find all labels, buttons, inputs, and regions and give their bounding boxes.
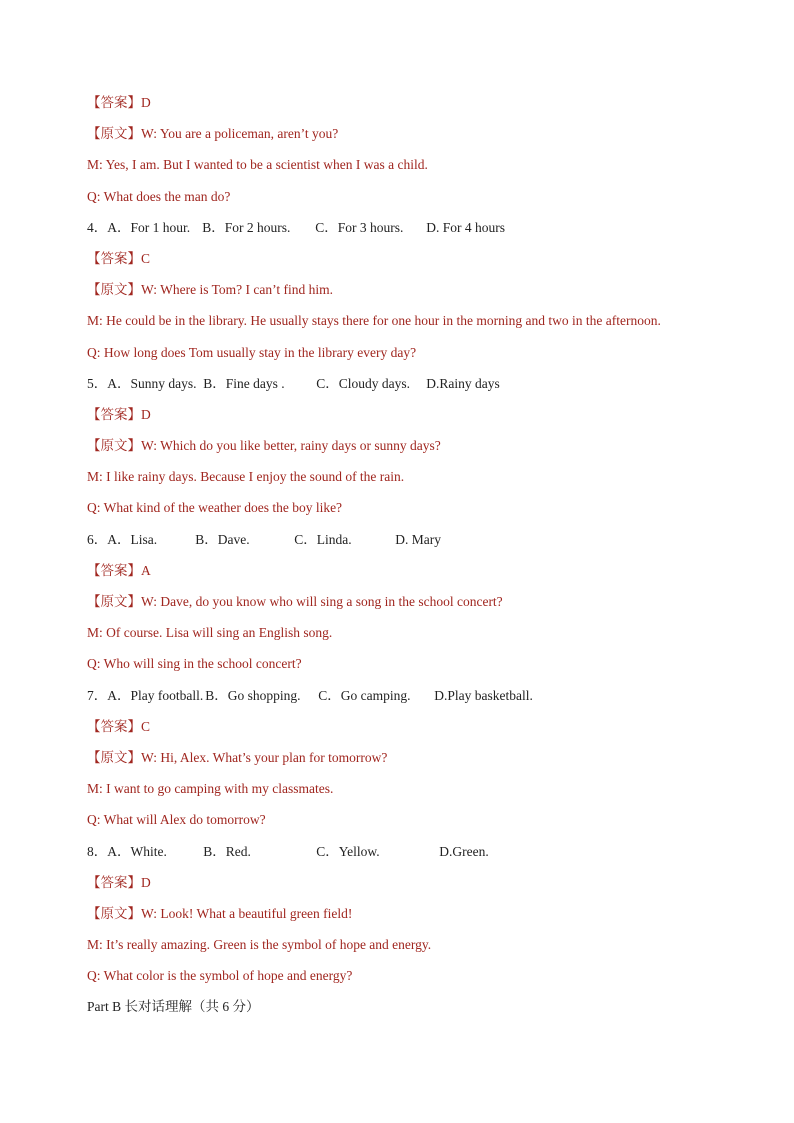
question-number: 4． (87, 219, 108, 235)
question-number: 5． (87, 375, 108, 391)
transcript-w: W: You are a policeman, aren’t you? (141, 126, 339, 142)
transcript-m-q8: M: It’s really amazing. Green is the symbol of hope and energy. (87, 937, 432, 953)
transcript-m-q3: M: Yes, I am. But I wanted to be a scientist when I was a child. (87, 157, 428, 173)
option-b: B．Red. (203, 843, 251, 859)
question-6-options (87, 530, 727, 561)
option-d: D. Mary (395, 531, 441, 547)
option-b: B．Fine days . (203, 375, 285, 391)
document-page (87, 93, 727, 1029)
option-d: D. For 4 hours (426, 219, 506, 235)
answer-tag: 【答案】 (87, 95, 141, 110)
question-4-options (87, 218, 727, 249)
transcript-q-q7: Q: What will Alex do tomorrow? (87, 812, 266, 828)
transcript-q-q3: Q: What does the man do? (87, 188, 231, 204)
option-c: C．For 3 hours. (315, 219, 404, 235)
answer-line-q5 (87, 405, 727, 436)
option-a: A．White. (107, 843, 167, 859)
transcript-w-q5 (87, 436, 727, 467)
transcript-q-q5: Q: What kind of the weather does the boy like? (87, 500, 343, 516)
transcript-tag: 【原文】 (87, 905, 141, 921)
transcript-m-q6: M: Of course. Lisa will sing an English song. (87, 625, 333, 641)
transcript-tag: 【原文】 (87, 126, 141, 142)
answer-line-q7 (87, 717, 727, 748)
transcript-tag: 【原文】 (87, 749, 141, 765)
answer-tag: 【答案】 (87, 562, 141, 578)
transcript-q-q6: Q: Who will sing in the school concert? (87, 656, 302, 672)
answer-tag: 【答案】 (87, 406, 141, 422)
answer-value: D (141, 406, 151, 422)
transcript-w-q8 (87, 904, 727, 935)
question-number: 6． (87, 531, 108, 547)
option-b: B．Dave. (195, 531, 250, 547)
section-heading-part-b: Part B 长对话理解（共 6 分） (87, 999, 260, 1015)
question-number: 8． (87, 843, 108, 859)
transcript-w-q3 (87, 124, 727, 155)
question-7-options (87, 686, 727, 717)
option-b: B．Go shopping. (205, 687, 301, 703)
option-a: A．For 1 hour. (107, 219, 191, 235)
answer-value: D (141, 95, 151, 110)
option-c: C．Yellow. (316, 843, 380, 859)
answer-tag: 【答案】 (87, 250, 141, 266)
option-a: A．Sunny days. (107, 375, 197, 391)
answer-line-q4 (87, 249, 727, 280)
transcript-tag: 【原文】 (87, 594, 141, 609)
option-c: C．Linda. (294, 531, 352, 547)
question-8-options (87, 842, 727, 873)
transcript-w: W: Dave, do you know who will sing a song in the school concert? (141, 594, 503, 609)
transcript-m-q5: M: I like rainy days. Because I enjoy the sound of the rain. (87, 469, 405, 485)
transcript-w: W: Hi, Alex. What’s your plan for tomorrow? (141, 749, 388, 765)
answer-value: D (141, 874, 151, 890)
option-b: B．For 2 hours. (202, 219, 291, 235)
transcript-m-q4: M: He could be in the library. He usually stays there for one hour in the morning and two in the afternoon. (87, 313, 661, 329)
transcript-w-q4 (87, 280, 727, 311)
answer-line-q8 (87, 873, 727, 904)
transcript-q-q4: Q: How long does Tom usually stay in the library every day? (87, 344, 417, 360)
option-d: D.Play basketball. (434, 687, 533, 703)
transcript-tag: 【原文】 (87, 282, 141, 298)
question-number: 7． (87, 687, 108, 703)
transcript-w-q7 (87, 748, 727, 779)
option-c: C．Go camping. (318, 687, 411, 703)
transcript-q-q8: Q: What color is the symbol of hope and energy? (87, 968, 353, 984)
option-d: D.Rainy days (426, 375, 500, 391)
option-a: A．Lisa. (107, 531, 158, 547)
transcript-w-q6 (87, 592, 727, 623)
transcript-w: W: Which do you like better, rainy days or sunny days? (141, 438, 441, 454)
option-d: D.Green. (439, 843, 489, 859)
transcript-w: W: Look! What a beautiful green field! (141, 905, 353, 921)
answer-value: C (141, 250, 151, 266)
answer-tag: 【答案】 (87, 718, 141, 734)
answer-line-q6 (87, 561, 727, 592)
answer-value: A (141, 562, 151, 578)
transcript-tag: 【原文】 (87, 438, 141, 454)
transcript-m-q7: M: I want to go camping with my classmates. (87, 781, 334, 797)
answer-value: C (141, 718, 151, 734)
answer-tag: 【答案】 (87, 874, 141, 890)
transcript-w: W: Where is Tom? I can’t find him. (141, 282, 334, 298)
answer-line-q3 (87, 93, 727, 124)
option-a: A．Play football. (107, 687, 204, 703)
option-c: C．Cloudy days. (316, 375, 411, 391)
question-5-options (87, 374, 727, 405)
